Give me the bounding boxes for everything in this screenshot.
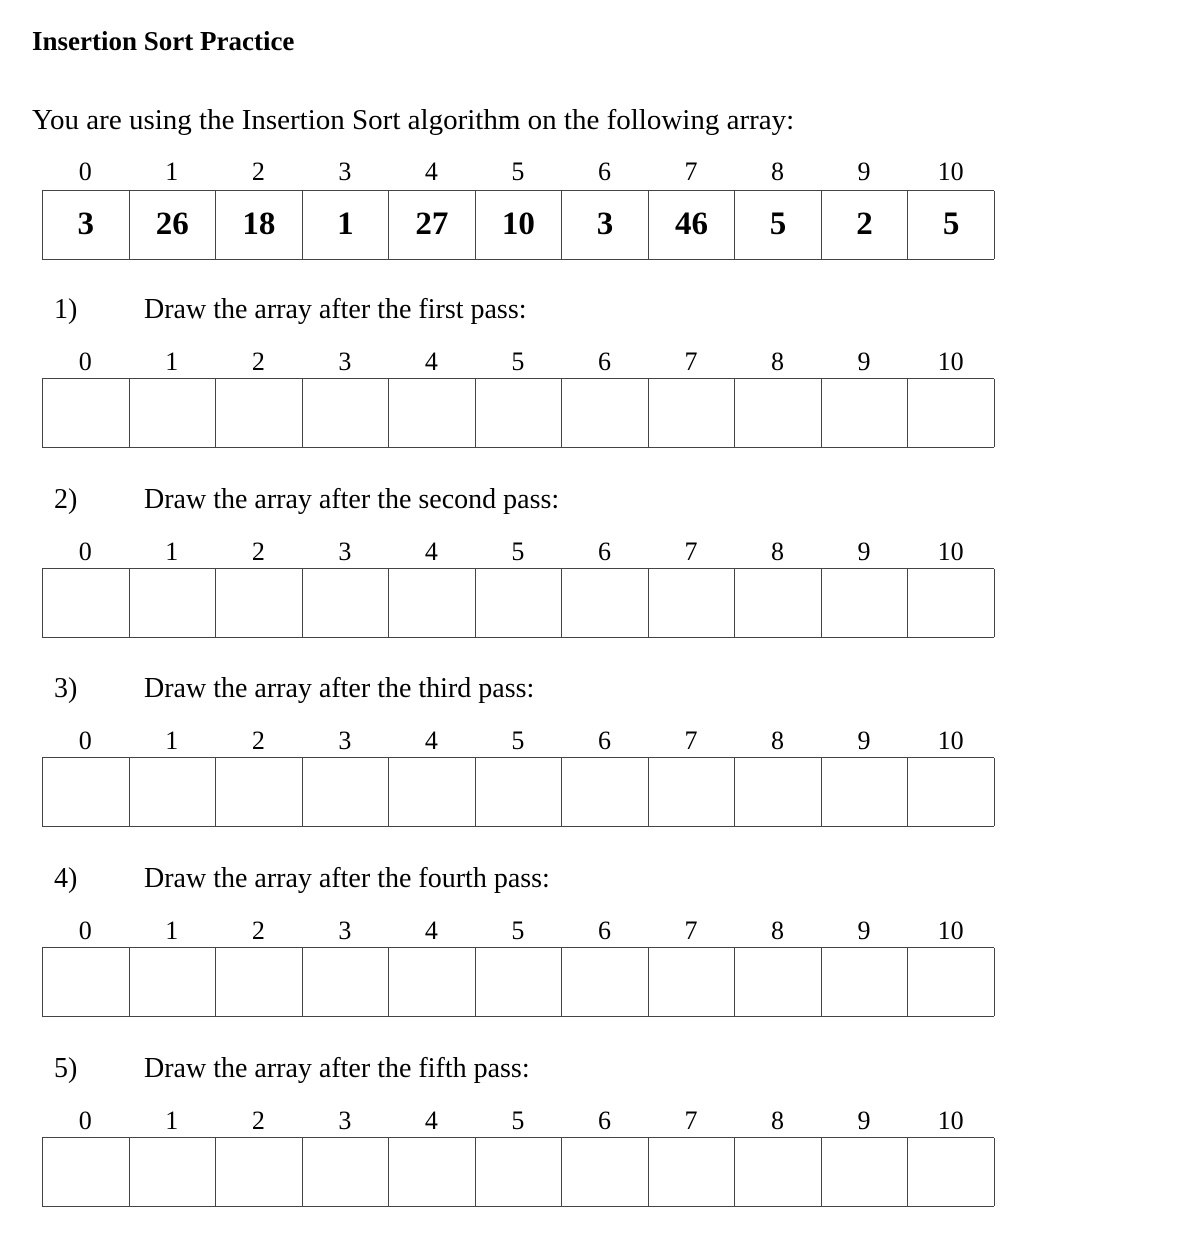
answer-cell[interactable] (649, 379, 736, 447)
answer-cell[interactable] (476, 379, 563, 447)
index-label: 1 (165, 726, 179, 756)
answer-cell[interactable] (649, 569, 736, 637)
index-label: 3 (338, 347, 352, 376)
index-label: 7 (684, 916, 698, 946)
answer-cell[interactable] (735, 948, 822, 1016)
answer-cell[interactable] (389, 379, 476, 447)
index-label: 4 (424, 157, 438, 186)
index-label: 8 (771, 916, 785, 946)
answer-cell[interactable] (735, 1138, 822, 1206)
index-label: 5 (511, 157, 525, 186)
array-cell: 27 (389, 191, 476, 259)
index-label: 0 (78, 1105, 92, 1135)
index-label: 10 (937, 157, 964, 186)
index-label: 2 (251, 1105, 265, 1135)
index-label: 6 (597, 726, 611, 756)
index-label: 0 (78, 347, 92, 376)
index-label: 1 (165, 916, 179, 946)
answer-cell[interactable] (908, 379, 995, 447)
answer-cell[interactable] (130, 569, 217, 637)
index-label: 10 (937, 916, 964, 946)
answer-cell[interactable] (216, 758, 303, 826)
array-cell: 5 (735, 191, 822, 259)
array-cell: 46 (649, 191, 736, 259)
answer-cell[interactable] (908, 948, 995, 1016)
answer-cell[interactable] (822, 1138, 909, 1206)
array-cell: 1 (303, 191, 390, 259)
answer-cell[interactable] (476, 569, 563, 637)
array-cell: 3 (43, 191, 130, 259)
answer-cell[interactable] (822, 569, 909, 637)
index-label: 2 (251, 726, 265, 756)
index-label: 0 (78, 157, 92, 186)
index-label: 10 (937, 347, 964, 376)
answer-cell[interactable] (476, 948, 563, 1016)
question-text: Draw the array after the second pass: (144, 483, 560, 515)
index-label: 3 (338, 726, 352, 756)
answer-indices (42, 725, 994, 757)
array-cell: 5 (908, 191, 995, 259)
answer-array[interactable] (42, 1137, 994, 1207)
index-label: 2 (251, 536, 265, 566)
answer-cell[interactable] (389, 1138, 476, 1206)
answer-cell[interactable] (130, 1138, 217, 1206)
index-label: 6 (597, 536, 611, 566)
answer-cell[interactable] (43, 379, 130, 447)
index-label: 8 (771, 157, 785, 186)
index-label: 9 (857, 726, 871, 756)
index-label: 4 (424, 1105, 438, 1135)
question-text: Draw the array after the first pass: (144, 294, 527, 325)
question-text: Draw the array after the fifth pass: (144, 1052, 530, 1084)
answer-cell[interactable] (43, 569, 130, 637)
answer-cell[interactable] (303, 1138, 390, 1206)
answer-array[interactable] (42, 378, 994, 448)
array-cell: 10 (476, 191, 563, 259)
index-label: 1 (165, 1105, 179, 1135)
index-label: 3 (338, 536, 352, 566)
index-label: 4 (424, 536, 438, 566)
answer-cell[interactable] (562, 569, 649, 637)
answer-cell[interactable] (389, 758, 476, 826)
index-label: 8 (771, 726, 785, 756)
answer-cell[interactable] (649, 1138, 736, 1206)
answer-cell[interactable] (43, 758, 130, 826)
answer-cell[interactable] (216, 1138, 303, 1206)
answer-cell[interactable] (735, 379, 822, 447)
index-label: 10 (937, 1105, 964, 1135)
answer-cell[interactable] (130, 379, 217, 447)
answer-indices (42, 915, 994, 947)
answer-cell[interactable] (476, 1138, 563, 1206)
index-label: 1 (165, 157, 179, 186)
index-label: 10 (937, 536, 964, 566)
index-label: 9 (857, 916, 871, 946)
answer-cell[interactable] (216, 379, 303, 447)
answer-cell[interactable] (908, 569, 995, 637)
index-label: 7 (684, 536, 698, 566)
index-label: 7 (684, 726, 698, 756)
answer-cell[interactable] (476, 758, 563, 826)
answer-indices (42, 346, 994, 378)
array-cell: 3 (562, 191, 649, 259)
answer-cell[interactable] (389, 948, 476, 1016)
array-cell: 26 (130, 191, 217, 259)
index-label: 9 (857, 347, 871, 376)
question-text: Draw the array after the third pass: (144, 673, 535, 705)
question-number: 3) (54, 673, 78, 705)
index-label: 5 (511, 536, 525, 566)
question-number: 1) (54, 294, 78, 325)
answer-array[interactable] (42, 757, 994, 827)
answer-cell[interactable] (562, 948, 649, 1016)
index-label: 4 (424, 916, 438, 946)
index-label: 3 (338, 916, 352, 946)
index-label: 7 (684, 1105, 698, 1135)
index-label: 0 (78, 726, 92, 756)
index-label: 8 (771, 536, 785, 566)
answer-cell[interactable] (216, 948, 303, 1016)
page-title: Insertion Sort Practice (32, 26, 295, 56)
question-text: Draw the array after the fourth pass: (144, 863, 550, 895)
index-label: 0 (78, 916, 92, 946)
index-label: 0 (78, 536, 92, 566)
index-label: 2 (251, 157, 265, 186)
answer-cell[interactable] (389, 569, 476, 637)
index-label: 6 (597, 347, 611, 376)
index-label: 9 (857, 536, 871, 566)
answer-cell[interactable] (822, 379, 909, 447)
answer-cell[interactable] (303, 569, 390, 637)
answer-cell[interactable] (822, 948, 909, 1016)
answer-cell[interactable] (649, 948, 736, 1016)
index-label: 6 (597, 1105, 611, 1135)
index-label: 6 (597, 157, 611, 186)
answer-cell[interactable] (43, 1138, 130, 1206)
index-label: 5 (511, 1105, 525, 1135)
index-label: 5 (511, 916, 525, 946)
question-number: 4) (54, 863, 78, 895)
answer-cell[interactable] (43, 948, 130, 1016)
answer-cell[interactable] (908, 1138, 995, 1206)
index-label: 2 (251, 347, 265, 376)
index-label: 6 (597, 916, 611, 946)
index-label: 5 (511, 347, 525, 376)
index-label: 7 (684, 157, 698, 186)
answer-cell[interactable] (562, 379, 649, 447)
answer-cell[interactable] (303, 758, 390, 826)
question-number: 2) (54, 483, 78, 515)
answer-cell[interactable] (216, 569, 303, 637)
index-label: 4 (424, 726, 438, 756)
index-label: 9 (857, 157, 871, 186)
index-label: 2 (251, 916, 265, 946)
answer-cell[interactable] (562, 1138, 649, 1206)
index-label: 7 (684, 347, 698, 376)
given-array (42, 190, 994, 260)
index-label: 3 (338, 157, 352, 186)
answer-cell[interactable] (130, 948, 217, 1016)
answer-cell[interactable] (822, 758, 909, 826)
answer-indices (42, 536, 994, 568)
given-array-indices (42, 156, 994, 188)
answer-cell[interactable] (130, 758, 217, 826)
index-label: 10 (937, 726, 964, 756)
answer-cell[interactable] (735, 758, 822, 826)
array-cell: 2 (822, 191, 909, 259)
answer-array[interactable] (42, 568, 994, 638)
answer-cell[interactable] (908, 758, 995, 826)
intro-text: You are using the Insertion Sort algorithm on the following array: (32, 104, 795, 136)
answer-indices (42, 1105, 994, 1137)
answer-cell[interactable] (562, 758, 649, 826)
index-label: 8 (771, 1105, 785, 1135)
answer-cell[interactable] (735, 569, 822, 637)
index-label: 3 (338, 1105, 352, 1135)
question-number: 5) (54, 1052, 78, 1084)
answer-array[interactable] (42, 947, 994, 1017)
array-cell: 18 (216, 191, 303, 259)
index-label: 1 (165, 347, 179, 376)
index-label: 1 (165, 536, 179, 566)
answer-cell[interactable] (303, 379, 390, 447)
answer-cell[interactable] (303, 948, 390, 1016)
index-label: 8 (771, 347, 785, 376)
answer-cell[interactable] (649, 758, 736, 826)
index-label: 4 (424, 347, 438, 376)
index-label: 5 (511, 726, 525, 756)
index-label: 9 (857, 1105, 871, 1135)
